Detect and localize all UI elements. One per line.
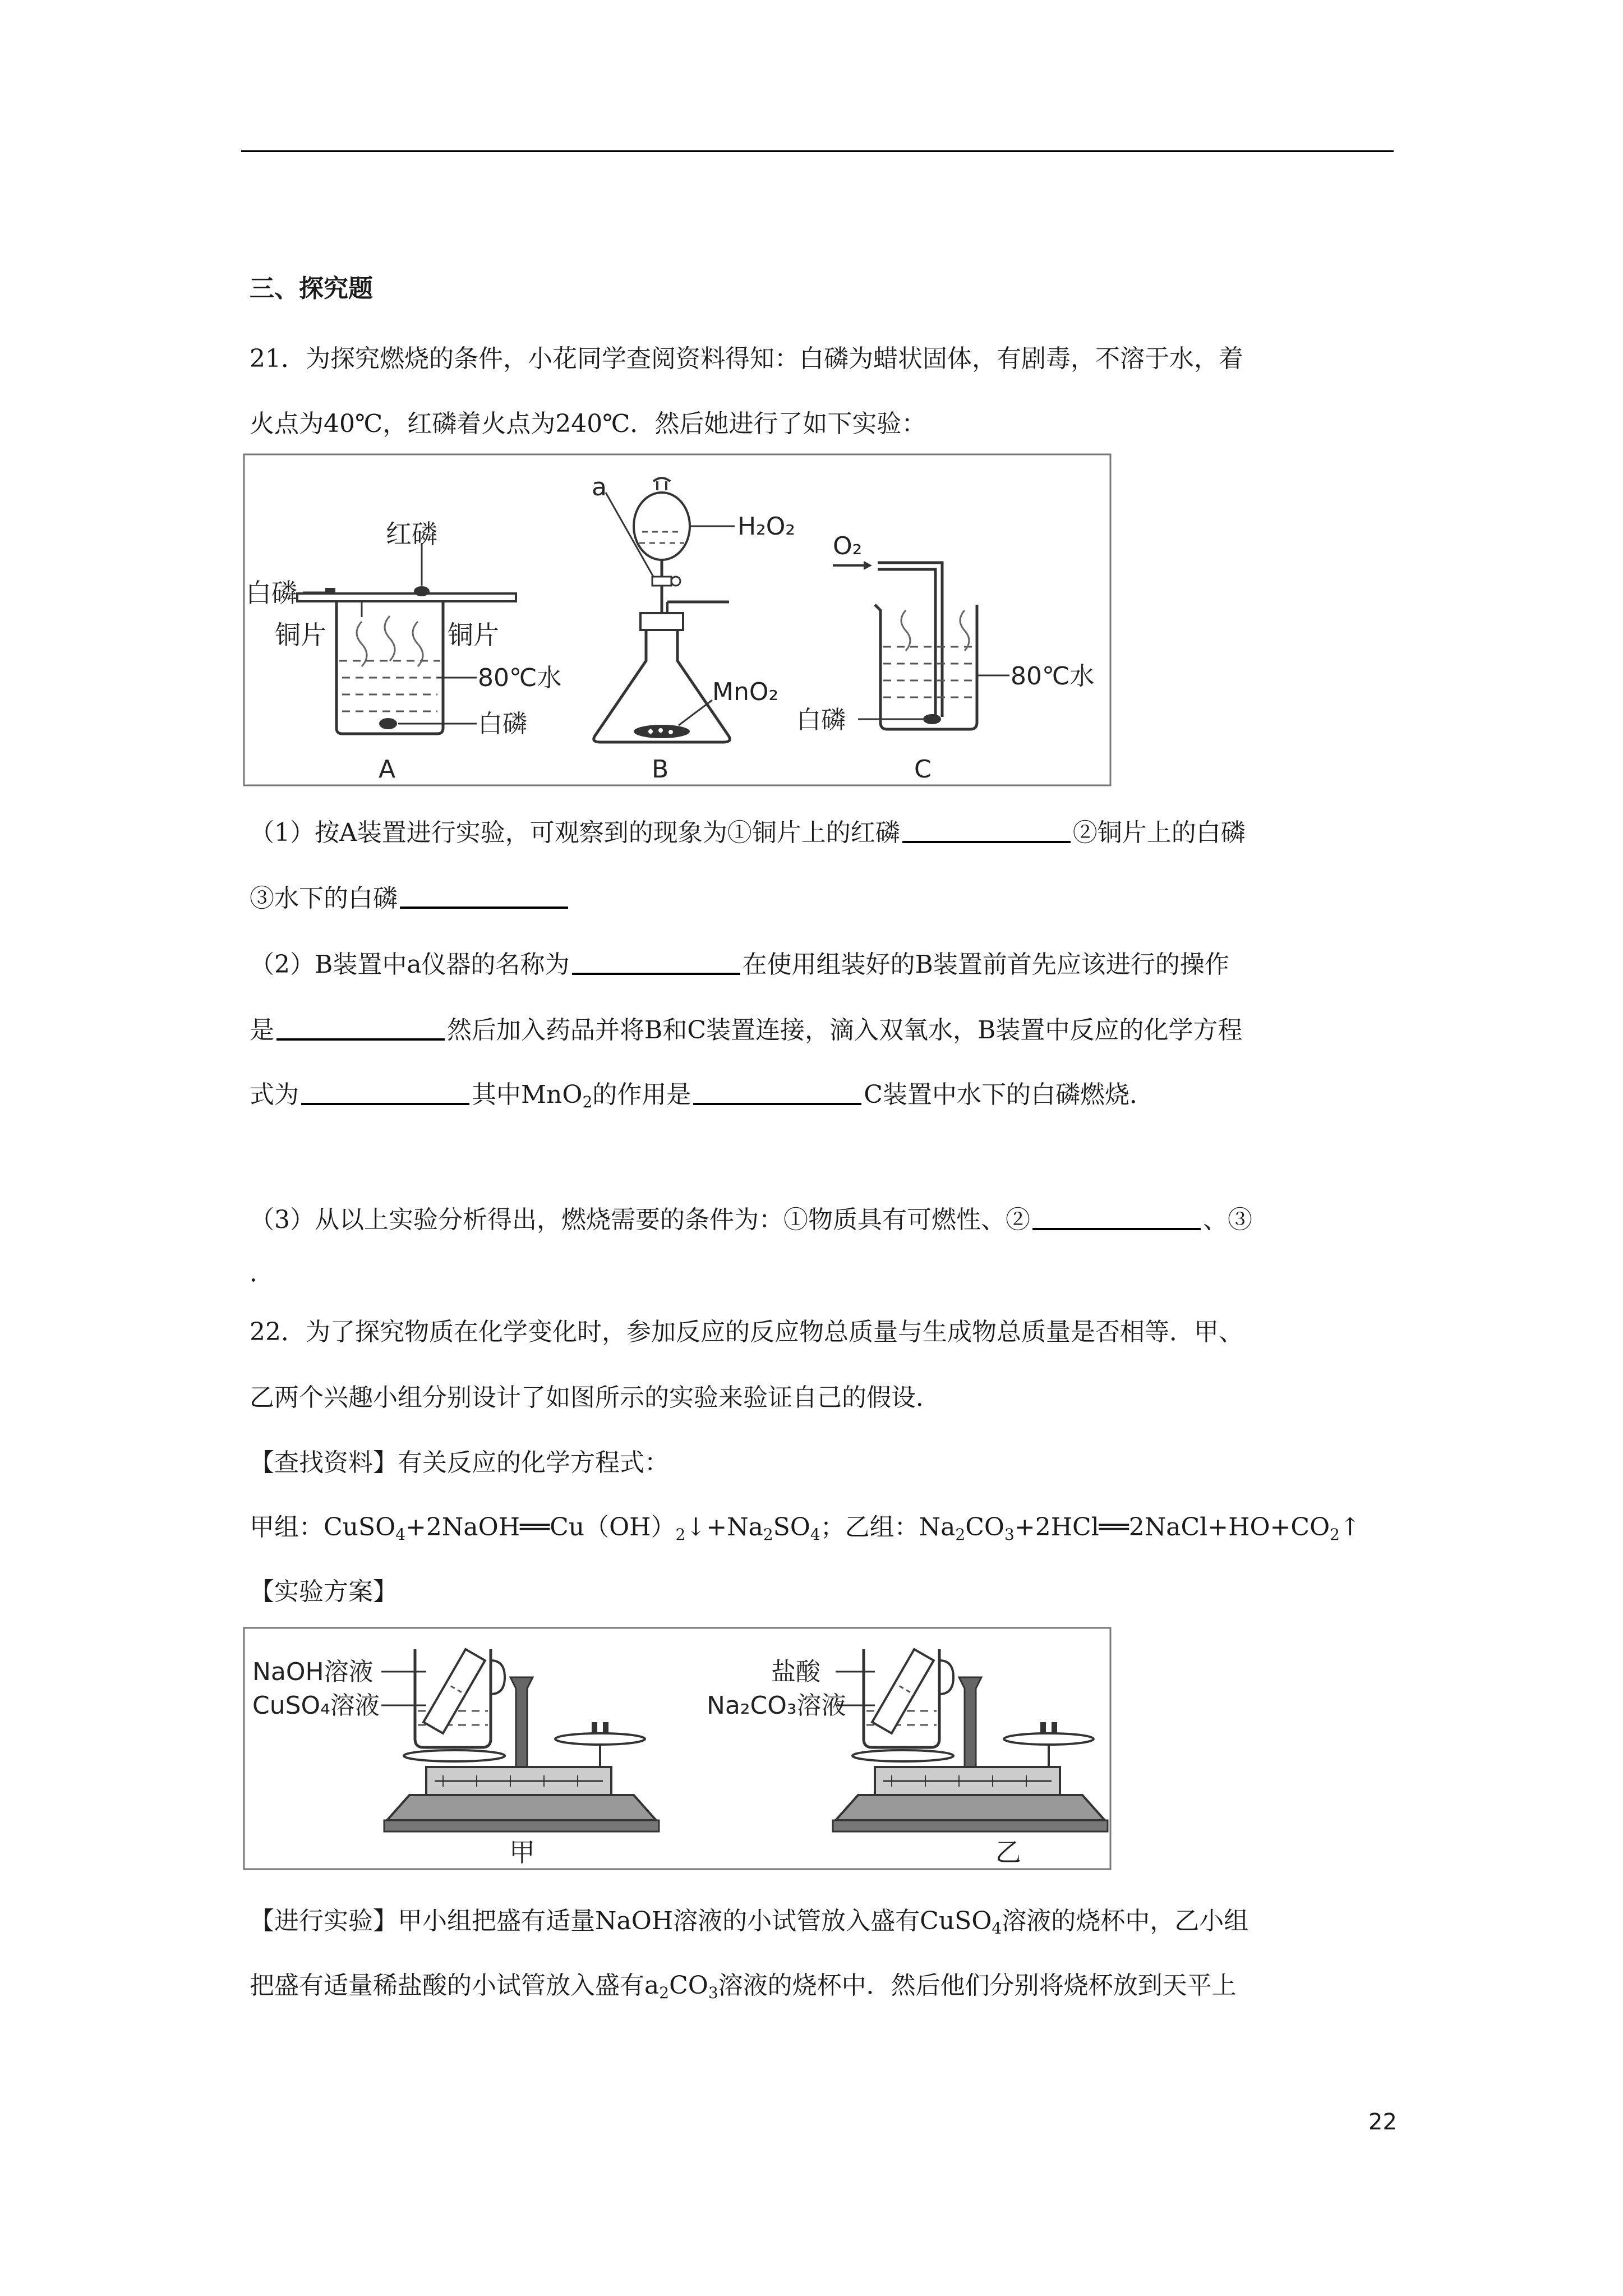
q22-equations: 甲组：$CuSO_4+2NaOH══Cu(OH)_2↓+Na_2SO_4$；乙组：$Na_2CO_3+2HCl══2NaCl+HO+CO_2↑$ xyxy=(250,1513,1361,1544)
label-water-80-c: 80℃水 xyxy=(1011,662,1095,691)
answer-blank[interactable] xyxy=(276,1016,445,1041)
apparatus-a xyxy=(246,519,561,784)
label-white-phosphorus-top: 白磷 xyxy=(246,578,297,608)
answer-blank[interactable] xyxy=(400,884,568,909)
label-naoh: NaOH溶液 xyxy=(252,1658,374,1686)
label-white-phosphorus-c: 白磷 xyxy=(796,706,846,734)
label-cuso4: CuSO₄溶液 xyxy=(252,1691,380,1720)
q22-experiment-line2: 把盛有适量稀盐酸的小试管放入盛有$a_2CO_3$溶液的烧杯中．然后他们分别将烧杯放到天平上 xyxy=(250,1971,1237,2002)
balance-yi xyxy=(707,1649,1108,1867)
page-number: 22 xyxy=(1368,2109,1397,2135)
balance-jia xyxy=(252,1649,659,1867)
q22-experiment-line1: 【进行实验】甲小组把盛有适量NaOH溶液的小试管放入盛有CuSO$_4$溶液的烧杯中，乙小组 xyxy=(250,1907,1249,1938)
q22-plan-heading: 【实验方案】 xyxy=(250,1577,398,1606)
q21-part3-dot: ． xyxy=(250,1259,274,1287)
answer-blank[interactable] xyxy=(572,950,740,975)
label-white-phosphorus-water-a: 白磷 xyxy=(478,710,527,738)
q21-part2-line2: 是 然后加入药品并将B和C装置连接，滴入双氧水，B装置中反应的化学方程 xyxy=(250,1016,1243,1045)
label-a: A xyxy=(379,755,396,784)
label-copper-left: 铜片 xyxy=(275,620,326,650)
label-red-phosphorus: 红磷 xyxy=(386,519,437,549)
q22-line2: 乙两个兴趣小组分别设计了如图所示的实验来验证自己的假设． xyxy=(250,1383,940,1412)
label-mno2: MnO₂ xyxy=(712,678,779,706)
q21-part1-line1: （1）按A装置进行实验，可观察到的现象为①铜片上的红磷 ②铜片上的白磷 xyxy=(250,818,1246,847)
answer-blank[interactable] xyxy=(902,818,1071,843)
apparatus-b xyxy=(592,473,795,784)
q22-ref-heading: 【查找资料】有关反应的化学方程式： xyxy=(250,1448,669,1477)
combustion-apparatus-figure xyxy=(241,453,1116,790)
q22-line1: 22．为了探究物质在化学变化时，参加反应的反应物总质量与生成物总质量是否相等．甲、 xyxy=(250,1318,1243,1346)
header-rule xyxy=(241,150,1394,152)
label-yi: 乙 xyxy=(995,1837,1021,1867)
label-h2o2: H₂O₂ xyxy=(737,512,795,541)
apparatus-c xyxy=(796,532,1094,784)
label-c: C xyxy=(914,755,932,784)
answer-blank[interactable] xyxy=(1032,1205,1201,1230)
section-title: 三、探究题 xyxy=(250,274,373,303)
balance-figure xyxy=(241,1627,1116,1874)
answer-blank[interactable] xyxy=(301,1080,469,1105)
label-copper-right: 铜片 xyxy=(448,620,499,650)
q21-part2-line1: （2）B装置中a仪器的名称为 在使用组装好的B装置前首先应该进行的操作 xyxy=(250,950,1229,979)
q21-part3-line1: （3）从以上实验分析得出，燃烧需要的条件为：①物质具有可燃性、② 、③ xyxy=(250,1205,1252,1234)
q21-part1-line2: ③水下的白磷 xyxy=(250,882,570,915)
label-b: B xyxy=(652,755,669,784)
label-jia: 甲 xyxy=(509,1837,535,1867)
q21-part2-line3: 式为 其中MnO$_2$的作用是 C装置中水下的白磷燃烧． xyxy=(250,1080,1154,1111)
label-hcl: 盐酸 xyxy=(771,1658,820,1686)
q21-line1: 21．为探究燃烧的条件，小花同学查阅资料得知：白磷为蜡状固体，有剧毒，不溶于水，着 xyxy=(250,344,1243,373)
label-a-instrument: a xyxy=(592,473,607,501)
label-na2co3: Na₂CO₃溶液 xyxy=(707,1691,846,1720)
label-water-80-a: 80℃水 xyxy=(478,664,562,692)
q21-line2: 火点为40℃，红磷着火点为240℃．然后她进行了如下实验： xyxy=(250,409,926,438)
answer-blank[interactable] xyxy=(693,1080,861,1105)
label-o2: O₂ xyxy=(833,532,863,560)
